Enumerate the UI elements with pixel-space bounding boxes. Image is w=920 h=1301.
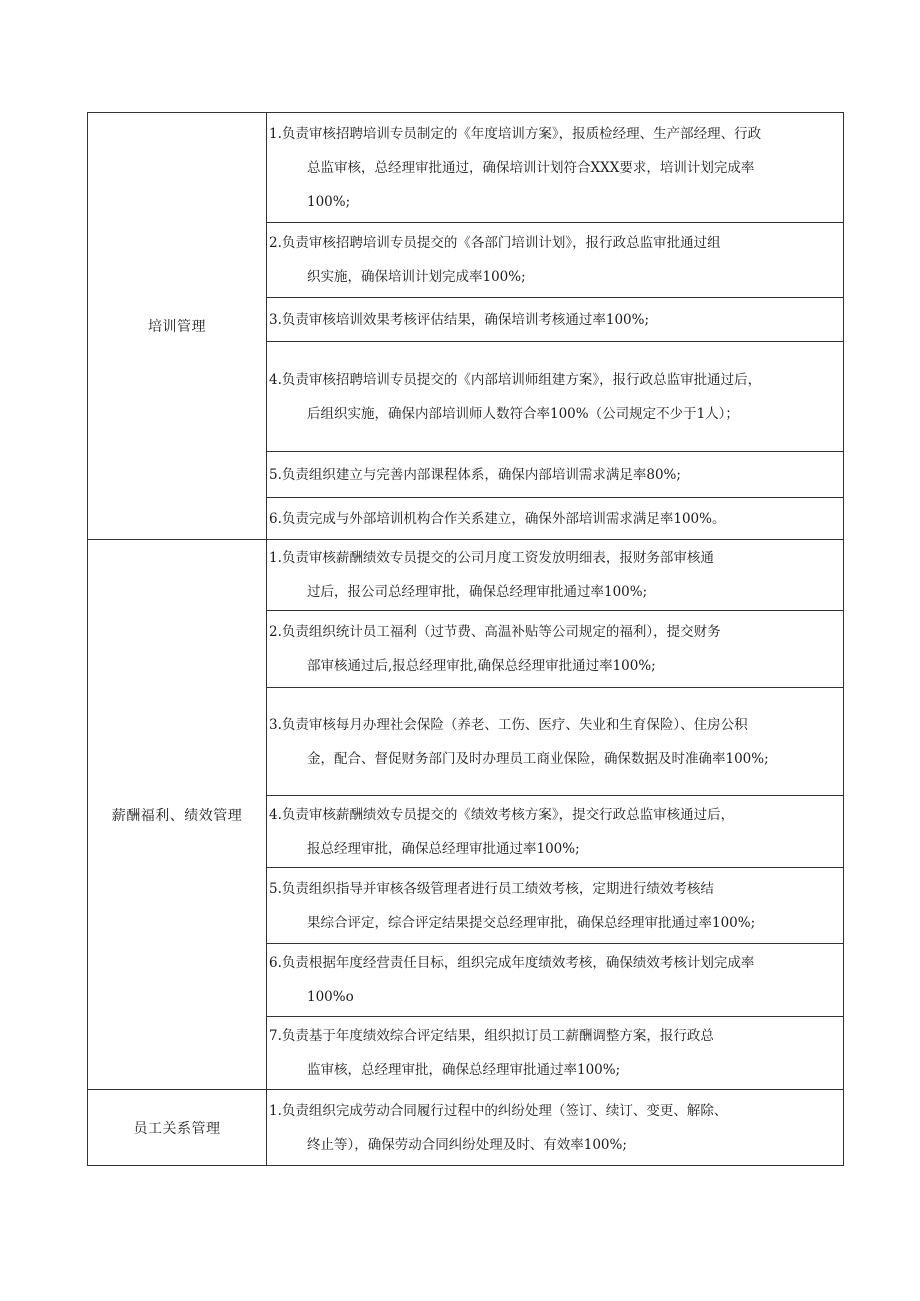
table-row — [88, 1090, 844, 1166]
duty-item: 3.负责审核培训效果考核评估结果，确保培训考核通过率100%; — [267, 298, 844, 342]
duty-item: 4.负责审核薪酬绩效专员提交的《绩效考核方案》，提交行政总监审核通过后， 报总经理审批，确保总经理审批通过率100%; — [267, 796, 844, 868]
table-row — [88, 540, 844, 611]
duty-item: 5.负责组织建立与完善内部课程体系，确保内部培训需求满足率80%; — [267, 452, 844, 498]
table-row — [88, 113, 844, 223]
duty-item: 6.负责根据年度经营责任目标，组织完成年度绩效考核，确保绩效考核计划完成率 100%o — [267, 944, 844, 1017]
duty-table — [87, 112, 844, 1166]
duty-item: 7.负责基于年度绩效综合评定结果，组织拟订员工薪酬调整方案，报行政总 监审核，总经理审批，确保总经理审批通过率100%; — [267, 1017, 844, 1090]
duty-item: 1.负责审核招聘培训专员制定的《年度培训方案》，报质检经理、生产部经理、行政 总监审核，总经理审批通过，确保培训计划符合XXX要求，培训计划完成率 100%; — [267, 113, 844, 223]
duty-item: 3.负责审核每月办理社会保险（养老、工伤、医疗、失业和生育保险）、住房公积 金，配合、督促财务部门及时办理员工商业保险，确保数据及时准确率100%; — [267, 688, 844, 796]
category-cell: 员工关系管理 — [88, 1090, 267, 1166]
duty-item: 2.负责审核招聘培训专员提交的《各部门培训计划》，报行政总监审批通过组 织实施，确保培训计划完成率100%; — [267, 223, 844, 298]
duty-item: 6.负责完成与外部培训机构合作关系建立，确保外部培训需求满足率100%。 — [267, 498, 844, 540]
duty-item: 1.负责审核薪酬绩效专员提交的公司月度工资发放明细表，报财务部审核通 过后，报公司总经理审批，确保总经理审批通过率100%; — [267, 540, 844, 611]
duty-item: 5.负责组织指导并审核各级管理者进行员工绩效考核，定期进行绩效考核结 果综合评定，综合评定结果提交总经理审批，确保总经理审批通过率100%; — [267, 868, 844, 944]
duty-item: 2.负责组织统计员工福利（过节费、高温补贴等公司规定的福利），提交财务 部审核通过后,报总经理审批,确保总经理审批通过率100%; — [267, 611, 844, 688]
duty-item: 4.负责审核招聘培训专员提交的《内部培训师组建方案》，报行政总监审批通过后， 后组织实施，确保内部培训师人数符合率100%（公司规定不少于1人）； — [267, 342, 844, 452]
duty-item: 1.负责组织完成劳动合同履行过程中的纠纷处理（签订、续订、变更、解除、 终止等），确保劳动合同纠纷处理及时、有效率100%; — [267, 1090, 844, 1166]
category-cell: 培训管理 — [88, 113, 267, 540]
category-cell: 薪酬福利、绩效管理 — [88, 540, 267, 1090]
